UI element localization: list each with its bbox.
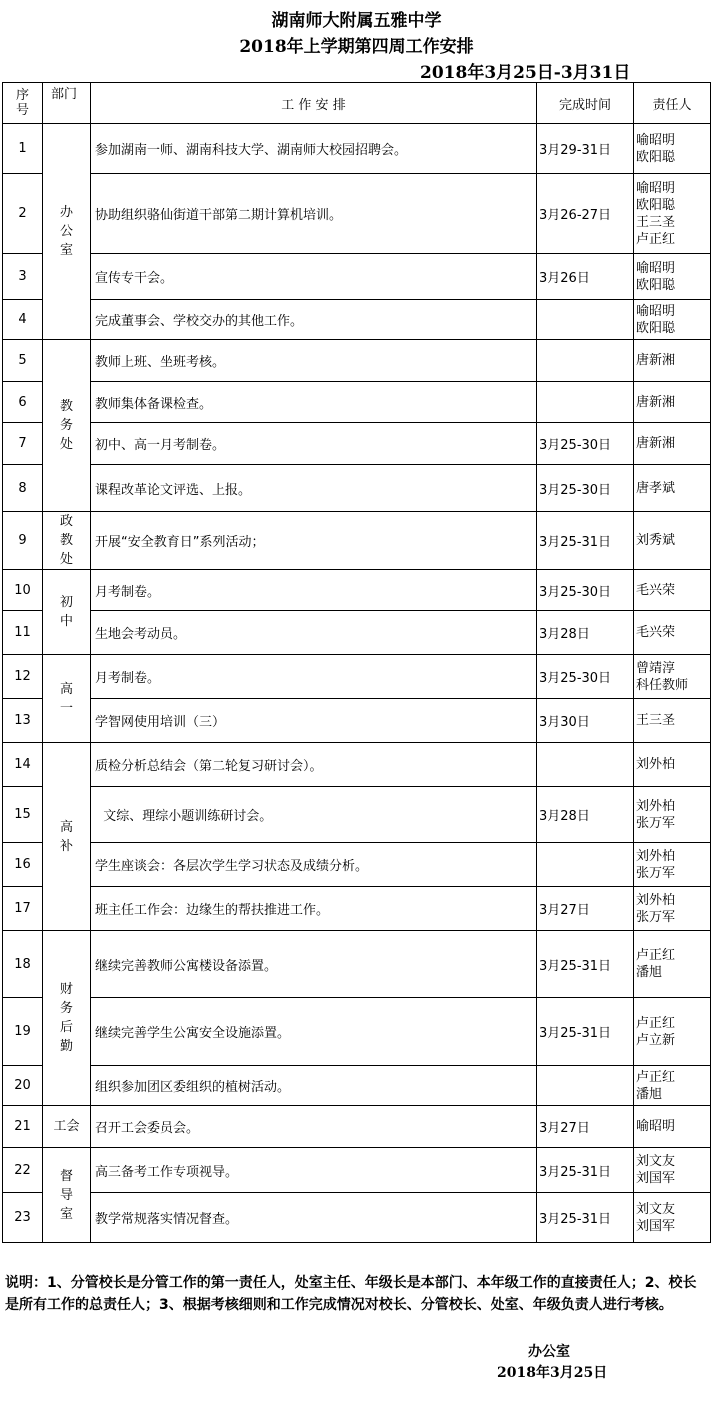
time-cell: 3月26日: [537, 254, 634, 300]
task-cell: 继续完善学生公寓安全设施添置。: [91, 998, 537, 1066]
department-cell: 督 导 室: [43, 1148, 91, 1243]
task-cell: 初中、高一月考制卷。: [91, 423, 537, 465]
owner-cell: 卢正红 潘旭: [634, 1066, 711, 1106]
header-task: 工 作 安 排: [91, 83, 537, 124]
row-number: 17: [3, 887, 43, 931]
sign-date: 2018年3月25日: [497, 1365, 608, 1381]
table-row: [3, 423, 711, 465]
owner-cell: 毛兴荣: [634, 611, 711, 655]
table-row: [3, 1066, 711, 1106]
row-number: 21: [3, 1106, 43, 1148]
table-row: [3, 611, 711, 655]
department-cell: 办 公 室: [43, 124, 91, 340]
time-cell: 3月30日: [537, 699, 634, 743]
row-number: 12: [3, 655, 43, 699]
row-number: 9: [3, 512, 43, 570]
time-cell: [537, 300, 634, 340]
time-cell: 3月25-31日: [537, 1148, 634, 1193]
owner-cell: 唐新湘: [634, 382, 711, 423]
table-row: [3, 655, 711, 699]
table-row: [3, 743, 711, 787]
department-cell: 政 教 处: [43, 512, 91, 570]
row-number: 14: [3, 743, 43, 787]
row-number: 6: [3, 382, 43, 423]
note-text: 说明：1、分管校长是分管工作的第一责任人，处室主任、年级长是本部门、本年级工作的直接责任人；2、校长是所有工作的总责任人；3、根据考核细则和工作完成情况对校长、分管校长、处室、年级负责人进行考核。: [5, 1275, 697, 1313]
table-row: [3, 787, 711, 843]
department-cell: 初 中: [43, 570, 91, 655]
task-cell: 学智网使用培训（三）: [91, 699, 537, 743]
owner-cell: 喻昭明 欧阳聪: [634, 124, 711, 174]
owner-cell: 喻昭明 欧阳聪: [634, 300, 711, 340]
table-row: [3, 1148, 711, 1193]
task-cell: 教师集体备课检查。: [91, 382, 537, 423]
row-number: 10: [3, 570, 43, 611]
time-cell: 3月25-30日: [537, 655, 634, 699]
time-cell: 3月25-30日: [537, 465, 634, 512]
table-row: [3, 512, 711, 570]
owner-cell: 唐新湘: [634, 340, 711, 382]
task-cell: 班主任工作会：边缘生的帮扶推进工作。: [91, 887, 537, 931]
table-row: [3, 843, 711, 887]
owner-cell: 喻昭明: [634, 1106, 711, 1148]
row-number: 7: [3, 423, 43, 465]
table-row: [3, 931, 711, 998]
time-cell: 3月25-31日: [537, 998, 634, 1066]
owner-cell: 刘外柏 张万军: [634, 887, 711, 931]
table-row: [3, 570, 711, 611]
task-cell: 教师上班、坐班考核。: [91, 340, 537, 382]
time-cell: 3月26-27日: [537, 174, 634, 254]
time-cell: 3月25-30日: [537, 423, 634, 465]
row-number: 13: [3, 699, 43, 743]
table-row: [3, 699, 711, 743]
row-number: 5: [3, 340, 43, 382]
row-number: 11: [3, 611, 43, 655]
date-range: 2018年3月25日-3月31日: [420, 63, 631, 83]
header-time: 完成时间: [537, 83, 634, 124]
time-cell: 3月25-31日: [537, 1193, 634, 1243]
task-cell: 学生座谈会：各层次学生学习状态及成绩分析。: [91, 843, 537, 887]
task-cell: 质检分析总结会（第二轮复习研讨会）。: [91, 743, 537, 787]
task-cell: 继续完善教师公寓楼设备添置。: [91, 931, 537, 998]
task-cell: 课程改革论文评选、上报。: [91, 465, 537, 512]
table-row: [3, 1193, 711, 1243]
department-cell: 工会: [43, 1106, 91, 1148]
owner-cell: 刘外柏 张万军: [634, 843, 711, 887]
row-number: 19: [3, 998, 43, 1066]
row-number: 16: [3, 843, 43, 887]
title-schedule: 2018年上学期第四周工作安排: [239, 37, 474, 57]
row-number: 1: [3, 124, 43, 174]
time-cell: 3月29-31日: [537, 124, 634, 174]
signer: 办公室: [528, 1344, 570, 1360]
owner-cell: 王三圣: [634, 699, 711, 743]
schedule-table: [2, 82, 711, 1243]
owner-cell: 曾靖淳 科任教师: [634, 655, 711, 699]
task-cell: 召开工会委员会。: [91, 1106, 537, 1148]
table-row: [3, 998, 711, 1066]
row-number: 15: [3, 787, 43, 843]
task-cell: 开展“安全教育日”系列活动；: [91, 512, 537, 570]
time-cell: 3月28日: [537, 611, 634, 655]
task-cell: 月考制卷。: [91, 655, 537, 699]
owner-cell: 卢正红 卢立新: [634, 998, 711, 1066]
table-row: [3, 465, 711, 512]
task-cell: 参加湖南一师、湖南科技大学、湖南师大校园招聘会。: [91, 124, 537, 174]
owner-cell: 唐孝斌: [634, 465, 711, 512]
time-cell: 3月25-31日: [537, 931, 634, 998]
task-cell: 高三备考工作专项视导。: [91, 1148, 537, 1193]
task-cell: 教学常规落实情况督查。: [91, 1193, 537, 1243]
row-number: 23: [3, 1193, 43, 1243]
table-row: [3, 174, 711, 254]
owner-cell: 刘文友 刘国军: [634, 1193, 711, 1243]
owner-cell: 唐新湘: [634, 423, 711, 465]
task-cell: 生地会考动员。: [91, 611, 537, 655]
table-row: [3, 254, 711, 300]
task-cell: 协助组织骆仙街道干部第二期计算机培训。: [91, 174, 537, 254]
task-cell: 月考制卷。: [91, 570, 537, 611]
owner-cell: 毛兴荣: [634, 570, 711, 611]
header-dept: 部门: [43, 83, 91, 124]
department-cell: 财 务 后 勤: [43, 931, 91, 1106]
row-number: 20: [3, 1066, 43, 1106]
header-owner: 责任人: [634, 83, 711, 124]
table-row: [3, 887, 711, 931]
owner-cell: 刘外柏: [634, 743, 711, 787]
time-cell: [537, 382, 634, 423]
task-cell: 组织参加团区委组织的植树活动。: [91, 1066, 537, 1106]
time-cell: [537, 1066, 634, 1106]
time-cell: 3月28日: [537, 787, 634, 843]
time-cell: [537, 340, 634, 382]
task-cell: 宣传专干会。: [91, 254, 537, 300]
time-cell: 3月25-30日: [537, 570, 634, 611]
department-cell: 高 一: [43, 655, 91, 743]
time-cell: 3月27日: [537, 1106, 634, 1148]
owner-cell: 刘文友 刘国军: [634, 1148, 711, 1193]
department-cell: 高 补: [43, 743, 91, 931]
table-row: [3, 1106, 711, 1148]
title-school: 湖南师大附属五雅中学: [271, 11, 442, 31]
owner-cell: 刘外柏 张万军: [634, 787, 711, 843]
owner-cell: 喻昭明 欧阳聪: [634, 254, 711, 300]
row-number: 3: [3, 254, 43, 300]
row-number: 18: [3, 931, 43, 998]
owner-cell: 刘秀斌: [634, 512, 711, 570]
row-number: 8: [3, 465, 43, 512]
row-number: 22: [3, 1148, 43, 1193]
table-row: [3, 124, 711, 174]
department-cell: 教 务 处: [43, 340, 91, 512]
row-number: 4: [3, 300, 43, 340]
owner-cell: 喻昭明 欧阳聪 王三圣 卢正红: [634, 174, 711, 254]
row-number: 2: [3, 174, 43, 254]
time-cell: [537, 843, 634, 887]
task-cell: 完成董事会、学校交办的其他工作。: [91, 300, 537, 340]
table-row: [3, 300, 711, 340]
table-header-row: [3, 83, 711, 124]
time-cell: 3月25-31日: [537, 512, 634, 570]
table-body: [3, 124, 711, 1243]
time-cell: [537, 743, 634, 787]
time-cell: 3月27日: [537, 887, 634, 931]
owner-cell: 卢正红 潘旭: [634, 931, 711, 998]
task-cell: 文综、理综小题训练研讨会。: [91, 787, 537, 843]
header-no: 序号: [3, 83, 43, 124]
table-row: [3, 382, 711, 423]
table-row: [3, 340, 711, 382]
